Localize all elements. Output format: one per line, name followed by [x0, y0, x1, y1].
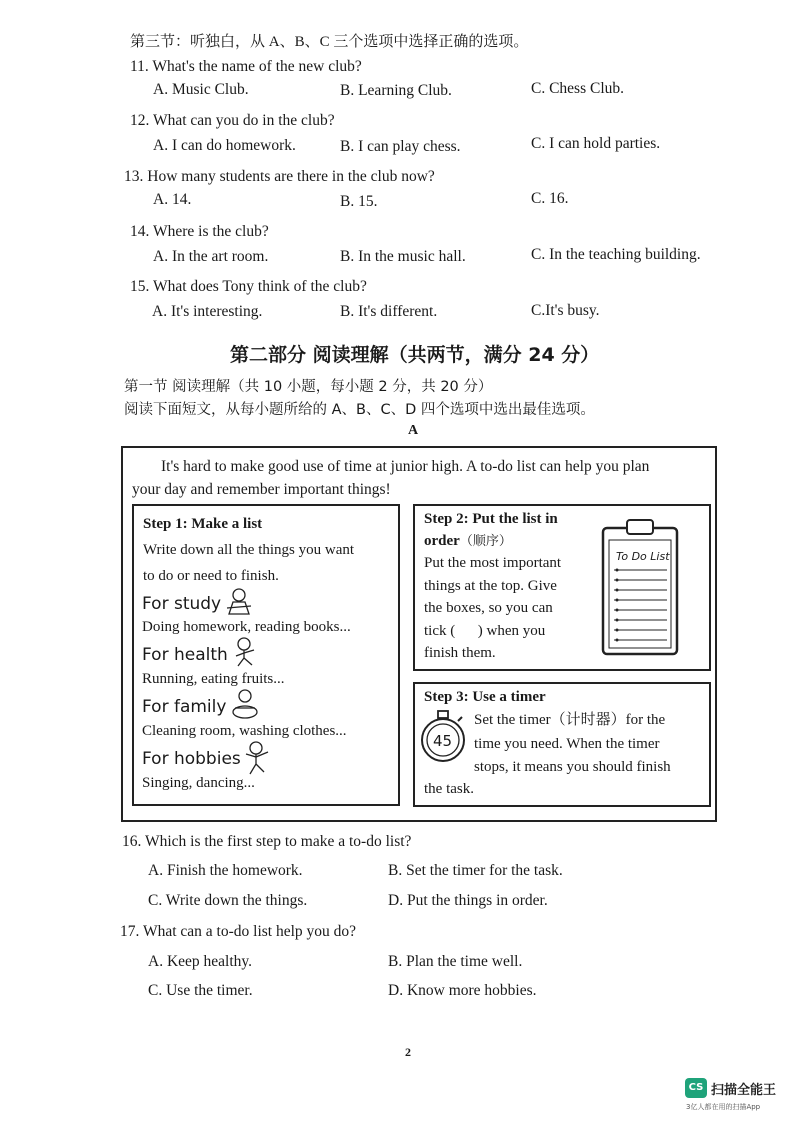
hobbies-examples: Singing, dancing... — [142, 775, 255, 791]
question-13: 13. How many students are there in the club now? — [124, 168, 435, 185]
option-15a: A. It's interesting. — [152, 303, 263, 320]
option-11a: A. Music Club. — [153, 81, 249, 98]
option-15c: C.It's busy. — [531, 302, 600, 319]
health-examples: Running, eating fruits... — [142, 671, 285, 687]
option-13a: A. 14. — [153, 191, 192, 208]
step2-line4: tick ( ) when you — [424, 623, 546, 639]
study-examples: Doing homework, reading books... — [142, 619, 351, 635]
step1-line1: Write down all the things you want — [143, 542, 355, 558]
label-for-hobbies: For hobbies — [142, 749, 241, 769]
step3-line1: Set the timer（计时器）for the — [474, 712, 666, 728]
study-icon — [225, 586, 253, 616]
label-for-health: For health — [142, 645, 228, 665]
step2-title-line2: order（顺序） — [424, 533, 512, 549]
question-15: 15. What does Tony think of the club? — [130, 278, 367, 295]
section-heading: 第三节：听独白，从 A、B、C 三个选项中选择正确的选项。 — [130, 34, 529, 50]
step3-line4: the task. — [424, 781, 474, 797]
step3-title: Step 3: Use a timer — [424, 689, 546, 705]
option-16a: A. Finish the homework. — [148, 862, 303, 879]
option-16d: D. Put the things in order. — [388, 892, 548, 909]
part2-subheading: 第一节 阅读理解（共 10 小题，每小题 2 分，共 20 分） — [124, 379, 493, 395]
question-12: 12. What can you do in the club? — [130, 112, 335, 129]
step2-line3: the boxes, so you can — [424, 600, 553, 616]
step1-title: Step 1: Make a list — [143, 516, 263, 532]
label-for-study: For study — [142, 594, 222, 614]
option-12c: C. I can hold parties. — [531, 135, 661, 152]
passage-intro-line2: your day and remember important things! — [132, 481, 391, 498]
option-12b: B. I can play chess. — [340, 138, 461, 155]
option-14a: A. In the art room. — [153, 248, 269, 265]
page-number: 2 — [405, 1045, 411, 1059]
option-12a: A. I can do homework. — [153, 137, 296, 154]
option-17b: B. Plan the time well. — [388, 953, 523, 970]
step2-title-line1: Step 2: Put the list in — [424, 511, 558, 527]
step3-line3: stops, it means you should finish — [474, 759, 671, 775]
option-17d: D. Know more hobbies. — [388, 982, 537, 999]
timer-value: 45 — [433, 732, 453, 750]
question-14: 14. Where is the club? — [130, 223, 269, 240]
option-14b: B. In the music hall. — [340, 248, 466, 265]
question-16: 16. Which is the first step to make a to-do list? — [122, 833, 412, 850]
clipboard-label: To Do List — [616, 550, 670, 563]
step2-line1: Put the most important — [424, 555, 562, 571]
step3-line2: time you need. When the timer — [474, 736, 660, 752]
option-13b: B. 15. — [340, 193, 378, 210]
passage-letter: A — [408, 423, 419, 438]
scanner-logo-icon: CS — [685, 1078, 707, 1098]
option-11c: C. Chess Club. — [531, 80, 625, 97]
label-for-family: For family — [142, 697, 227, 717]
step2-line5: finish them. — [424, 645, 496, 661]
family-icon — [230, 688, 260, 720]
health-icon — [232, 636, 260, 668]
part2-instructions: 阅读下面短文，从每小题所给的 A、B、C、D 四个选项中选出最佳选项。 — [124, 402, 595, 418]
watermark-tagline: 3亿人都在用的扫描App — [686, 1103, 761, 1111]
option-11b: B. Learning Club. — [340, 82, 452, 99]
passage-intro-line1: It's hard to make good use of time at junior high. A to-do list can help you plan — [161, 458, 650, 475]
step1-line2: to do or need to finish. — [143, 568, 279, 584]
option-14c: C. In the teaching building. — [531, 246, 701, 263]
option-16b: B. Set the timer for the task. — [388, 862, 563, 879]
option-16c: C. Write down the things. — [148, 892, 308, 909]
family-examples: Cleaning room, washing clothes... — [142, 723, 347, 739]
watermark-name: 扫描全能王 — [711, 1083, 777, 1098]
option-17a: A. Keep healthy. — [148, 953, 253, 970]
question-11: 11. What's the name of the new club? — [130, 58, 362, 75]
option-17c: C. Use the timer. — [148, 982, 253, 999]
step2-line2: things at the top. Give — [424, 578, 557, 594]
option-15b: B. It's different. — [340, 303, 438, 320]
part2-title: 第二部分 阅读理解（共两节，满分 24 分） — [230, 344, 600, 366]
clipboard-icon — [599, 518, 681, 658]
option-13c: C. 16. — [531, 190, 569, 207]
hobbies-icon — [242, 740, 272, 776]
question-17: 17. What can a to-do list help you do? — [120, 923, 357, 940]
